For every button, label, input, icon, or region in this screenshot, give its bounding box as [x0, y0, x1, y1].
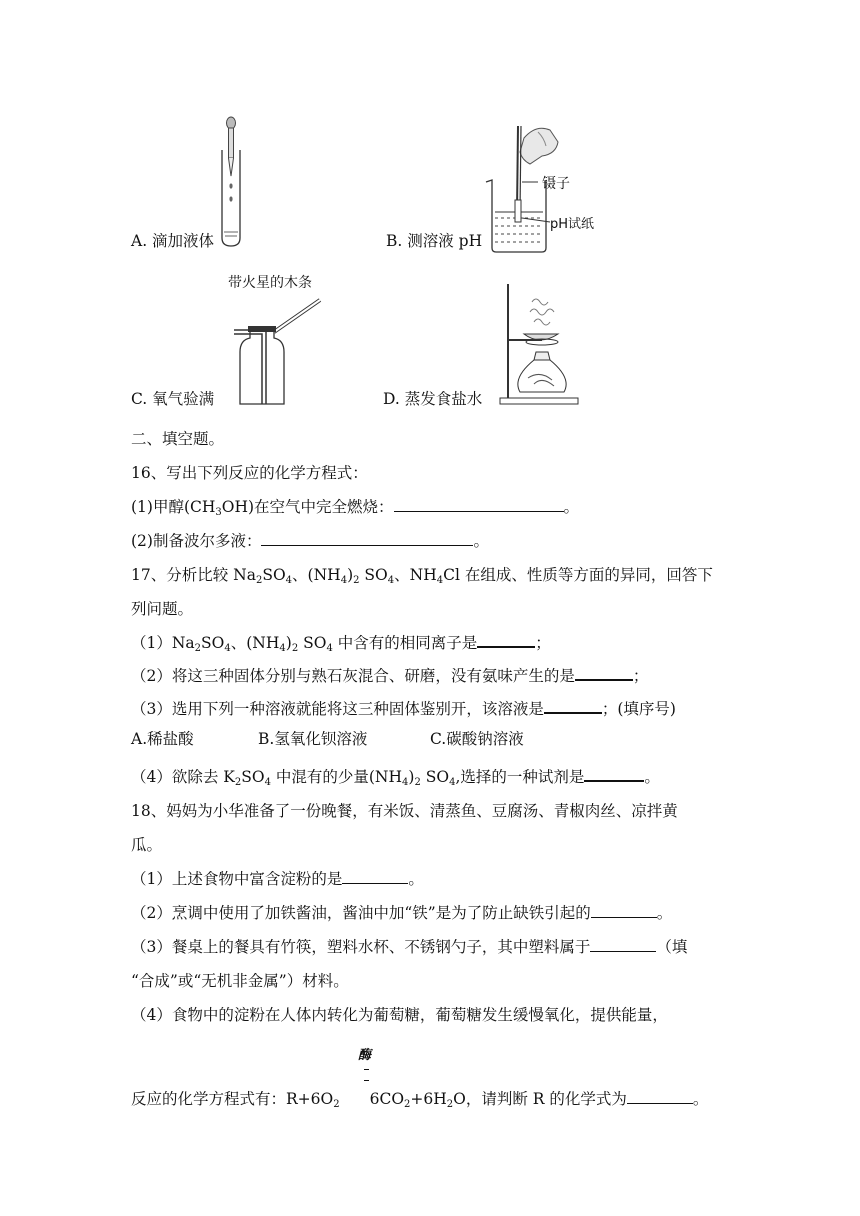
option-b: B.氢氧化钡溶液	[258, 730, 368, 748]
oxygen-test-diagram	[224, 272, 336, 406]
q18-part3-cont: “合成”或“无机非金属”）材料。	[131, 972, 349, 990]
answer-blank[interactable]	[477, 632, 535, 648]
answer-blank[interactable]	[590, 937, 656, 952]
ph-paper-label: pH试纸	[550, 217, 595, 232]
figure-a-label: A. 滴加液体	[131, 232, 215, 250]
stick-label: 带火星的木条	[228, 275, 312, 291]
q17-stem: 17、分析比较 $Na_2SO_4$、$(NH_4)_2$ $SO_4$、$NH_4Cl$ 在组成、性质等方面的异同，回答下	[131, 566, 713, 586]
figure-d-label: D. 蒸发食盐水	[383, 390, 483, 408]
figure-c-label: C. 氧气验满	[131, 390, 215, 408]
answer-blank[interactable]	[584, 766, 644, 782]
q17-part2: （2）将这三种固体分别与熟石灰混合、研磨，没有氨味产生的是 ；	[131, 667, 649, 685]
answer-blank[interactable]	[627, 1089, 693, 1104]
reaction-condition-mark	[364, 1080, 369, 1081]
answer-blank[interactable]	[544, 698, 602, 714]
q17-part4: （4）欲除去 $K_2SO_4$ 中混有的少量$(NH_4)_2$ $SO_4$,选择的一种试剂是 。	[131, 768, 660, 788]
q16-stem: 16、写出下列反应的化学方程式：	[131, 464, 368, 482]
q17-options	[131, 728, 524, 750]
answer-blank[interactable]	[575, 665, 633, 681]
evaporation-diagram	[494, 282, 580, 408]
enzyme-label: 酶	[358, 1048, 372, 1063]
figure-b-label: B. 测溶液 pH	[386, 232, 483, 250]
answer-blank[interactable]	[591, 903, 657, 918]
dropper-diagram	[214, 114, 248, 250]
ph-test-diagram	[484, 120, 614, 254]
q18-stem: 18、妈妈为小华准备了一份晚餐，有米饭、清蒸鱼、豆腐汤、青椒肉丝、凉拌黄	[131, 802, 678, 820]
q18-part2: （2）烹调中使用了加铁酱油，酱油中加“铁”是为了防止缺铁引起的 。	[131, 904, 673, 922]
q16-part2: (2)制备波尔多液： 。	[131, 532, 489, 550]
reaction-condition-mark	[364, 1069, 369, 1070]
answer-blank[interactable]	[261, 531, 473, 546]
q18-part3: （3）餐桌上的餐具有竹筷，塑料水杯、不锈钢勺子，其中塑料属于 （填	[131, 938, 688, 956]
q16-part1: (1)甲醇$(CH_3OH)$在空气中完全燃烧： 。	[131, 498, 580, 518]
answer-blank[interactable]	[342, 869, 408, 884]
q17-stem-cont: 列问题。	[131, 600, 194, 618]
option-a: A.稀盐酸	[131, 730, 194, 748]
q18-part1: （1）上述食物中富含淀粉的是 。	[131, 870, 424, 888]
q18-equation: 反应的化学方程式有：$R+6O_2$ $6CO_2+6H_2O$，请判断 R 的化学式为 。	[131, 1090, 709, 1110]
option-c: C.碳酸钠溶液	[430, 730, 524, 748]
section-heading: 二、填空题。	[131, 430, 225, 448]
tweezers-label: 镊子	[542, 176, 570, 192]
answer-blank[interactable]	[394, 497, 564, 512]
q17-part3: （3）选用下列一种溶液就能将这三种固体鉴别开，该溶液是 ；(填序号)	[131, 700, 676, 718]
q18-part4: （4）食物中的淀粉在人体内转化为葡萄糖，葡萄糖发生缓慢氧化，提供能量，	[131, 1006, 668, 1024]
q17-part1: $(1)Na_2SO_4$、$(NH_4)_2$ $SO_4$ 中含有的相同离子是 ；	[131, 634, 551, 654]
q18-stem-cont: 瓜。	[131, 836, 163, 854]
